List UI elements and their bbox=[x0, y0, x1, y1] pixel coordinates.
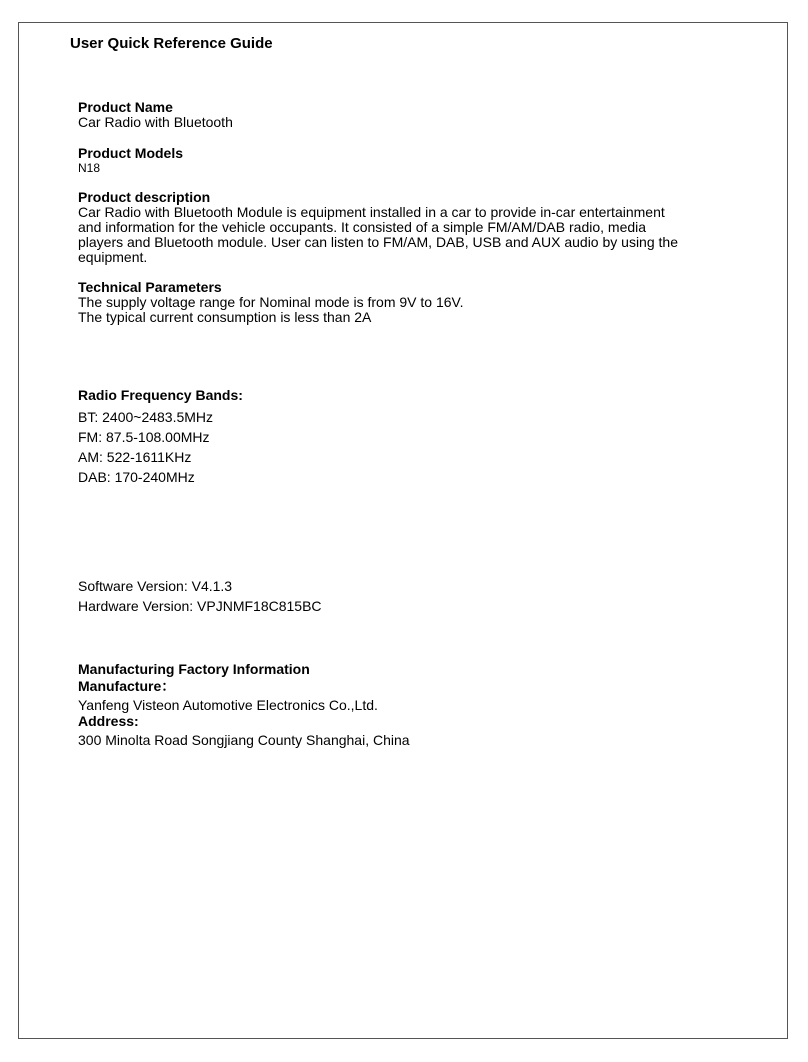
product-description-line: equipment. bbox=[78, 249, 148, 265]
technical-parameters-heading: Technical Parameters bbox=[78, 279, 222, 295]
product-models-heading: Product Models bbox=[78, 145, 184, 161]
radio-band-item: DAB: 170-240MHz bbox=[78, 469, 195, 485]
radio-bands-section bbox=[78, 388, 738, 487]
guide-title: User Quick Reference Guide bbox=[70, 35, 273, 52]
product-models-value: N18 bbox=[78, 161, 101, 175]
manufacture-value: Yanfeng Visteon Automotive Electronics Co.,Ltd. bbox=[78, 697, 378, 713]
product-description-line: Car Radio with Bluetooth Module is equipment installed in a car to provide in-car entertainment bbox=[78, 204, 665, 220]
factory-heading: Manufacturing Factory Information bbox=[78, 661, 310, 677]
technical-parameter-line: The typical current consumption is less than 2A bbox=[78, 309, 372, 325]
manufacture-label: Manufacture： bbox=[78, 678, 176, 694]
product-name-section bbox=[78, 100, 738, 130]
versions-section bbox=[78, 576, 738, 616]
radio-bands-heading: Radio Frequency Bands: bbox=[78, 387, 243, 403]
radio-band-item: AM: 522-1611KHz bbox=[78, 449, 192, 465]
product-name-heading: Product Name bbox=[78, 99, 173, 115]
address-label: Address: bbox=[78, 713, 139, 729]
radio-band-item: FM: 87.5-108.00MHz bbox=[78, 429, 210, 445]
radio-band-item: BT: 2400~2483.5MHz bbox=[78, 409, 214, 425]
address-value: 300 Minolta Road Songjiang County Shanghai, China bbox=[78, 732, 410, 748]
product-models-section bbox=[78, 146, 738, 175]
product-description-section bbox=[78, 190, 738, 265]
product-description-heading: Product description bbox=[78, 189, 211, 205]
technical-parameters-section bbox=[78, 280, 738, 325]
technical-parameter-line: The supply voltage range for Nominal mode is from 9V to 16V. bbox=[78, 294, 464, 310]
software-version: Software Version: V4.1.3 bbox=[78, 578, 233, 594]
factory-section bbox=[78, 662, 738, 749]
product-description-line: players and Bluetooth module. User can listen to FM/AM, DAB, USB and AUX audio by using the bbox=[78, 234, 678, 250]
product-description-line: and information for the vehicle occupants. It consisted of a simple FM/AM/DAB radio, media bbox=[78, 219, 647, 235]
product-name-value: Car Radio with Bluetooth bbox=[78, 114, 233, 130]
hardware-version: Hardware Version: VPJNMF18C815BC bbox=[78, 598, 322, 614]
